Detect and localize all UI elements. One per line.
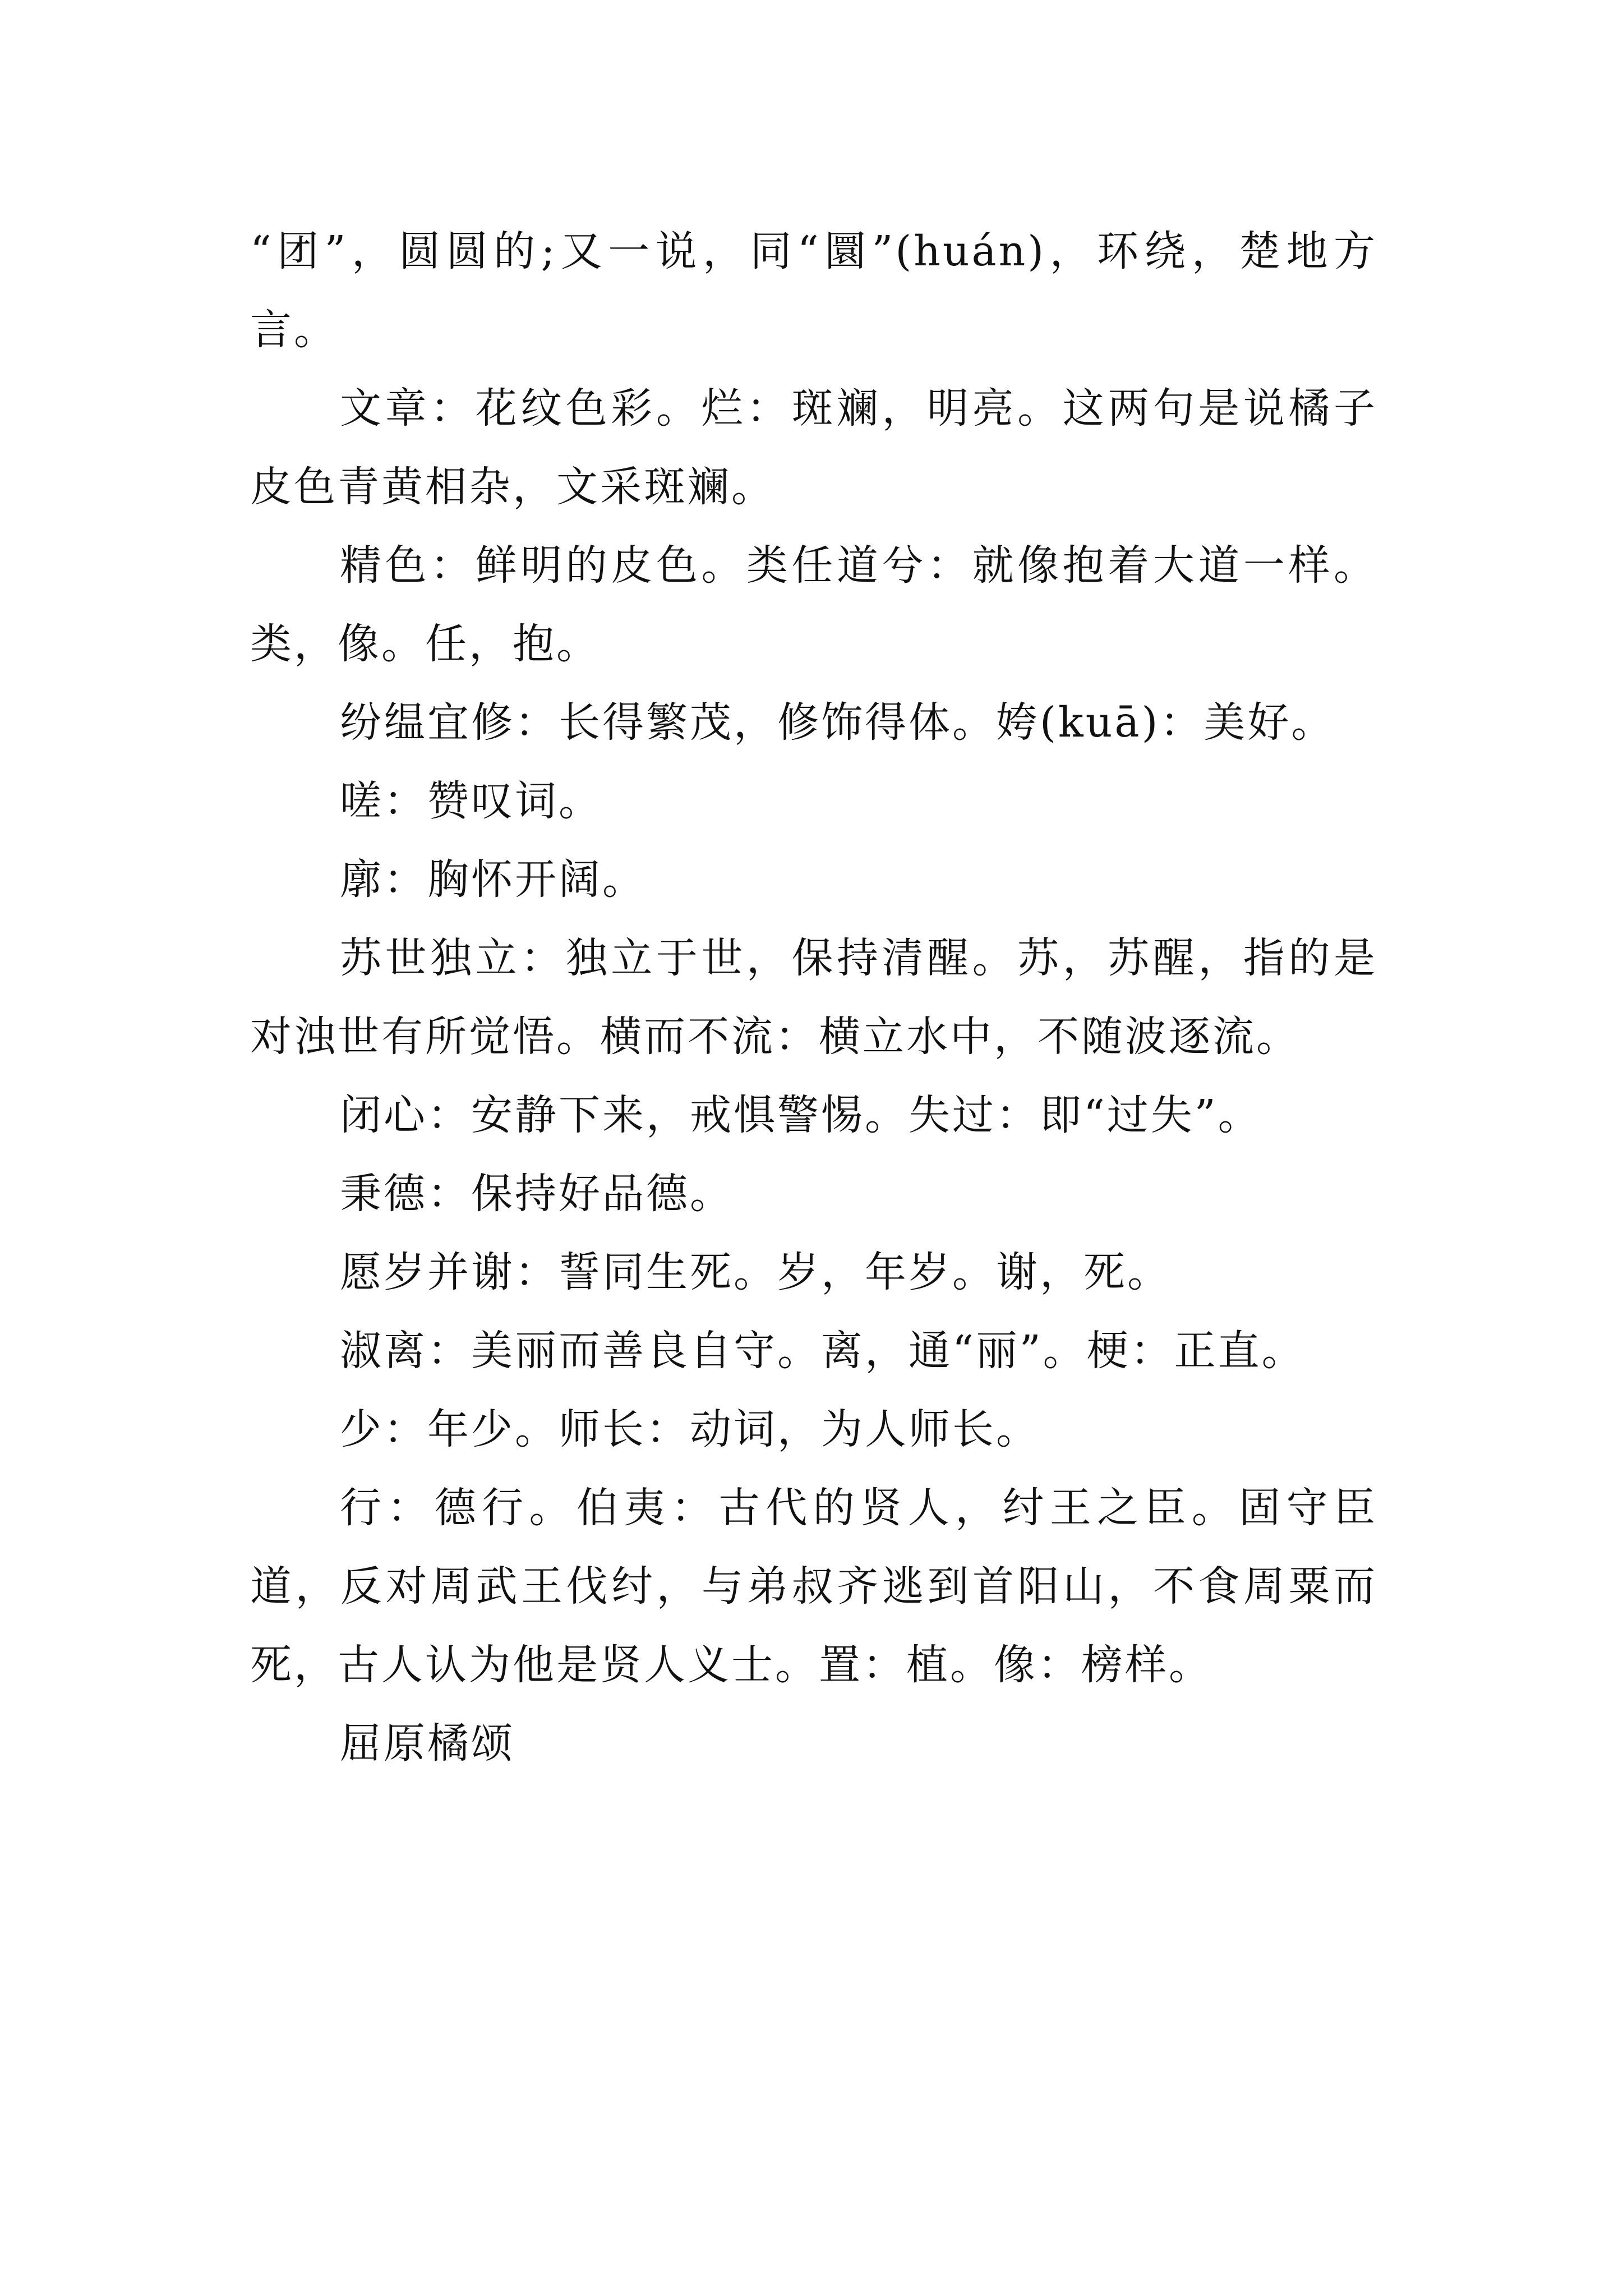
paragraph: 淑离：美丽而善良自守。离，通“丽”。梗：正直。 (340, 1327, 1306, 1375)
paragraph: 苏世独立：独立于世，保持清醒。苏，苏醒，指的是对浊世有所觉悟。横而不流：横立水中，不随波逐流。 (250, 934, 1377, 1061)
paragraph: 嗟：赞叹词。 (340, 777, 602, 825)
paragraph: 秉德：保持好品德。 (340, 1170, 734, 1218)
source-title: 屈原橘颂 (340, 1719, 515, 1768)
paragraph: 纷缊宜修：长得繁茂，修饰得体。姱(kuā)：美好。 (340, 698, 1335, 747)
paragraph: “团”，圆圆的;又一说，同“圜”(huán)，环绕，楚地方言。 (250, 227, 1377, 354)
paragraph: 行：德行。伯夷：古代的贤人，纣王之臣。固守臣道，反对周武王伐纣，与弟叔齐逃到首阳山，不食周粟而死，古人认为他是贤人义士。置：植。像：榜样。 (250, 1484, 1377, 1689)
paragraph: 精色：鲜明的皮色。类任道兮：就像抱着大道一样。类，像。任，抱。 (250, 541, 1377, 668)
paragraph: 闭心：安静下来，戒惧警惕。失过：即“过失”。 (340, 1091, 1262, 1139)
paragraph: 愿岁并谢：誓同生死。岁，年岁。谢，死。 (340, 1248, 1171, 1296)
paragraph: 少：年少。师长：动词，为人师长。 (340, 1405, 1040, 1453)
paragraph: 廓：胸怀开阔。 (340, 855, 646, 904)
paragraph: 文章：花纹色彩。烂：斑斓，明亮。这两句是说橘子皮色青黄相杂，文采斑斓。 (250, 384, 1377, 511)
annotation-text-block (250, 212, 1377, 1783)
